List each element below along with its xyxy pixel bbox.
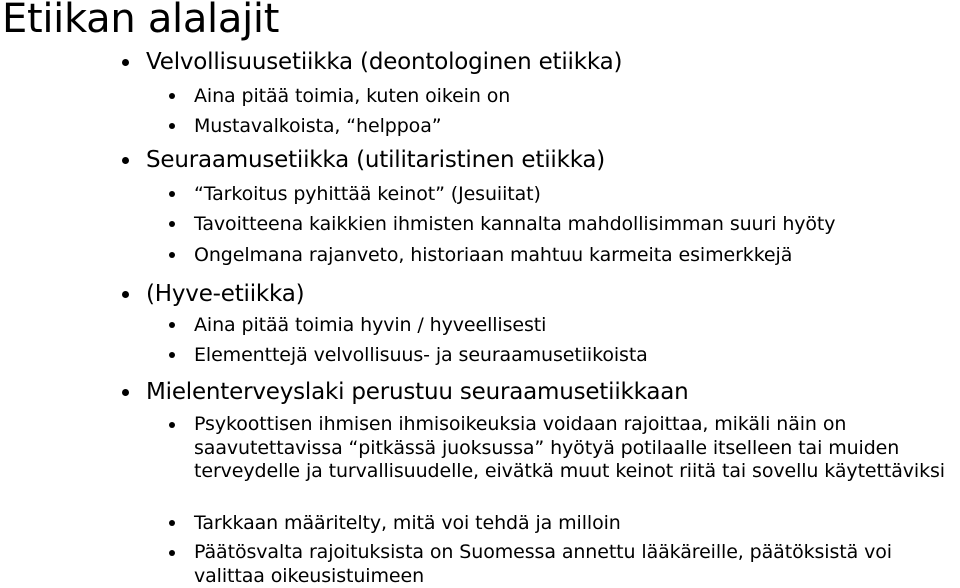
bullet-heading-text: Velvollisuusetiikka (deontologinen etiikka) (146, 49, 623, 75)
bullet-point (194, 343, 648, 367)
bullet-heading-text: Seuraamusetiikka (utilitaristinen etiikka) (146, 147, 606, 173)
bullet-point-text: Ongelmana rajanveto, historiaan mahtuu karmeita esimerkkejä (194, 244, 793, 266)
bullet-point (194, 114, 441, 138)
bullet-dot (169, 93, 175, 99)
bullet-point-text: Tarkkaan määritelty, mitä voi tehdä ja milloin (194, 512, 621, 534)
bullet-dot (169, 221, 175, 227)
bullet-point (194, 243, 792, 267)
bullet-point-text: “Tarkoitus pyhittää keinot” (Jesuiitat) (194, 183, 541, 205)
bullet-dot (122, 389, 129, 396)
bullet-point-text: Psykoottisen ihmisen ihmisoikeuksia voidaan rajoittaa, mikäli näin on saavutettavissa “pitkässä juoksussa” hyötyä potilaalle itselleen tai muiden terveydelle ja turvallisuudelle, eivätkä muut keinot riitä tai sovellu käytettäviksi (194, 413, 945, 482)
bullet-dot (169, 322, 175, 328)
slide-title: Etiikan alalajit (2, 0, 280, 42)
bullet-dot (169, 422, 175, 428)
bullet-dot (169, 123, 175, 129)
bullet-heading-velvollisuusetiikka (146, 48, 622, 76)
bullet-heading-seuraamusetiikka (146, 146, 605, 174)
bullet-point-text: Tavoitteena kaikkien ihmisten kannalta mahdollisimman suuri hyöty (194, 213, 836, 235)
bullet-point (194, 511, 621, 535)
bullet-dot (169, 352, 175, 358)
bullet-point-text: Aina pitää toimia, kuten oikein on (194, 85, 511, 107)
bullet-heading-hyve-etiikka (146, 280, 304, 308)
bullet-dot (169, 191, 175, 197)
bullet-dot (169, 520, 175, 526)
bullet-point (194, 84, 510, 108)
bullet-point-text: Päätösvalta rajoituksista on Suomessa annettu lääkäreille, päätöksistä voi valittaa oikeusistuimeen (194, 541, 892, 587)
bullet-dot (169, 550, 175, 556)
bullet-point-text: Aina pitää toimia hyvin / hyveellisesti (194, 314, 547, 336)
bullet-point (194, 212, 835, 236)
bullet-heading-text: (Hyve-etiikka) (146, 281, 305, 307)
bullet-dot (169, 252, 175, 258)
bullet-point (194, 541, 960, 588)
bullet-point (194, 413, 960, 484)
bullet-dot (122, 59, 129, 66)
bullet-point (194, 182, 541, 206)
bullet-point (194, 313, 546, 337)
bullet-point-text: Mustavalkoista, “helppoa” (194, 115, 442, 137)
bullet-heading-text: Mielenterveyslaki perustuu seuraamusetiikkaan (146, 379, 689, 405)
bullet-heading-mielenterveyslaki (146, 378, 689, 406)
bullet-point-text: Elementtejä velvollisuus- ja seuraamusetiikoista (194, 344, 648, 366)
bullet-dot (122, 291, 129, 298)
bullet-dot (122, 157, 129, 164)
